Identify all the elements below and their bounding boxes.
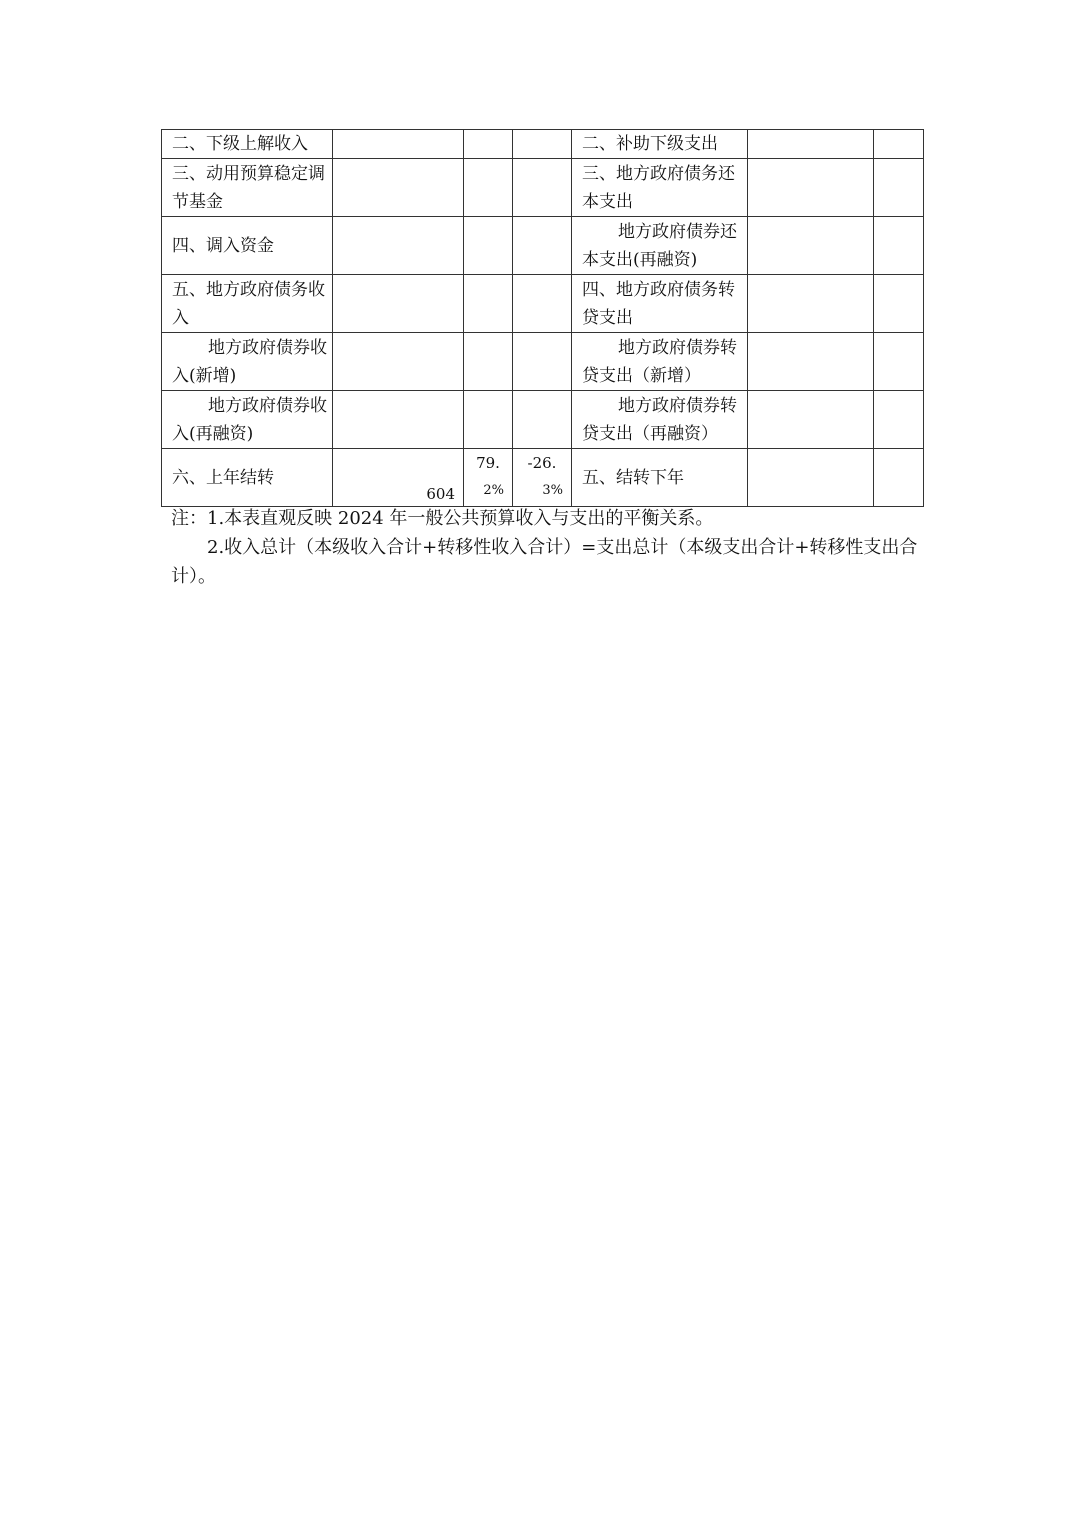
expense-label: 三、地方政府债务还本支出	[582, 164, 735, 212]
income-change-cell	[513, 449, 571, 505]
income-change-cell	[513, 217, 572, 275]
income-pct-cell	[464, 275, 513, 333]
income-change-cell	[513, 159, 572, 217]
table-notes	[171, 504, 931, 591]
expense-amount-cell	[748, 391, 874, 449]
income-pct-part2: 2%	[483, 483, 504, 498]
expense-extra-cell	[874, 275, 924, 333]
expense-amount-cell	[748, 275, 874, 333]
budget-balance-table	[161, 129, 924, 507]
note-line-1: 注：1.本表直观反映 2024 年一般公共预算收入与支出的平衡关系。	[171, 508, 714, 529]
expense-amount-cell	[748, 130, 874, 159]
income-pct-cell	[464, 217, 513, 275]
table-row	[162, 159, 924, 217]
income-amount-value: 604	[426, 485, 455, 503]
expense-label: 四、地方政府债务转贷支出	[582, 280, 735, 328]
expense-extra-cell	[874, 391, 924, 449]
income-pct-part1: 79.	[476, 454, 500, 472]
table-row	[162, 275, 924, 333]
income-pct-cell	[464, 449, 512, 505]
expense-amount-cell	[748, 217, 874, 275]
expense-extra-cell	[874, 217, 924, 275]
income-change-cell	[513, 333, 572, 391]
table-row	[162, 449, 924, 507]
expense-label: 地方政府债券转贷支出（再融资）	[582, 396, 737, 444]
income-change-cell	[513, 275, 572, 333]
income-change-cell	[513, 130, 572, 159]
expense-label: 五、结转下年	[582, 468, 684, 488]
income-label: 二、下级上解收入	[172, 134, 308, 154]
income-label: 三、动用预算稳定调节基金	[172, 164, 325, 212]
expense-extra-cell	[874, 449, 924, 507]
income-amount-cell	[333, 449, 463, 506]
expense-amount-cell	[748, 333, 874, 391]
income-pct-cell	[464, 333, 513, 391]
income-amount-cell	[333, 391, 464, 449]
expense-label: 地方政府债券转贷支出（新增）	[582, 338, 737, 386]
income-pct-cell	[464, 391, 513, 449]
income-label: 五、地方政府债务收入	[172, 280, 325, 328]
table-row	[162, 391, 924, 449]
income-amount-cell	[333, 159, 464, 217]
expense-extra-cell	[874, 333, 924, 391]
income-amount-cell	[333, 275, 464, 333]
income-label: 六、上年结转	[172, 468, 274, 488]
table-row	[162, 130, 924, 159]
expense-extra-cell	[874, 130, 924, 159]
income-amount-cell	[333, 130, 464, 159]
income-label: 地方政府债券收入(新增)	[172, 338, 327, 386]
table-row	[162, 333, 924, 391]
income-pct-cell	[464, 159, 513, 217]
income-label: 地方政府债券收入(再融资)	[172, 396, 327, 444]
expense-label: 地方政府债券还本支出(再融资)	[582, 222, 737, 270]
income-change-part2: 3%	[542, 483, 563, 498]
expense-amount-cell	[748, 159, 874, 217]
table-row	[162, 217, 924, 275]
income-amount-cell	[333, 333, 464, 391]
income-change-part1: -26.	[527, 454, 557, 472]
income-change-cell	[513, 391, 572, 449]
income-pct-cell	[464, 130, 513, 159]
income-label: 四、调入资金	[172, 236, 274, 256]
expense-extra-cell	[874, 159, 924, 217]
note-line-2: 2.收入总计（本级收入合计+转移性收入合计）=支出总计（本级支出合计+转移性支出合计）。	[171, 537, 918, 587]
expense-amount-cell	[748, 449, 874, 507]
income-amount-cell	[333, 217, 464, 275]
expense-label: 二、补助下级支出	[582, 134, 718, 154]
